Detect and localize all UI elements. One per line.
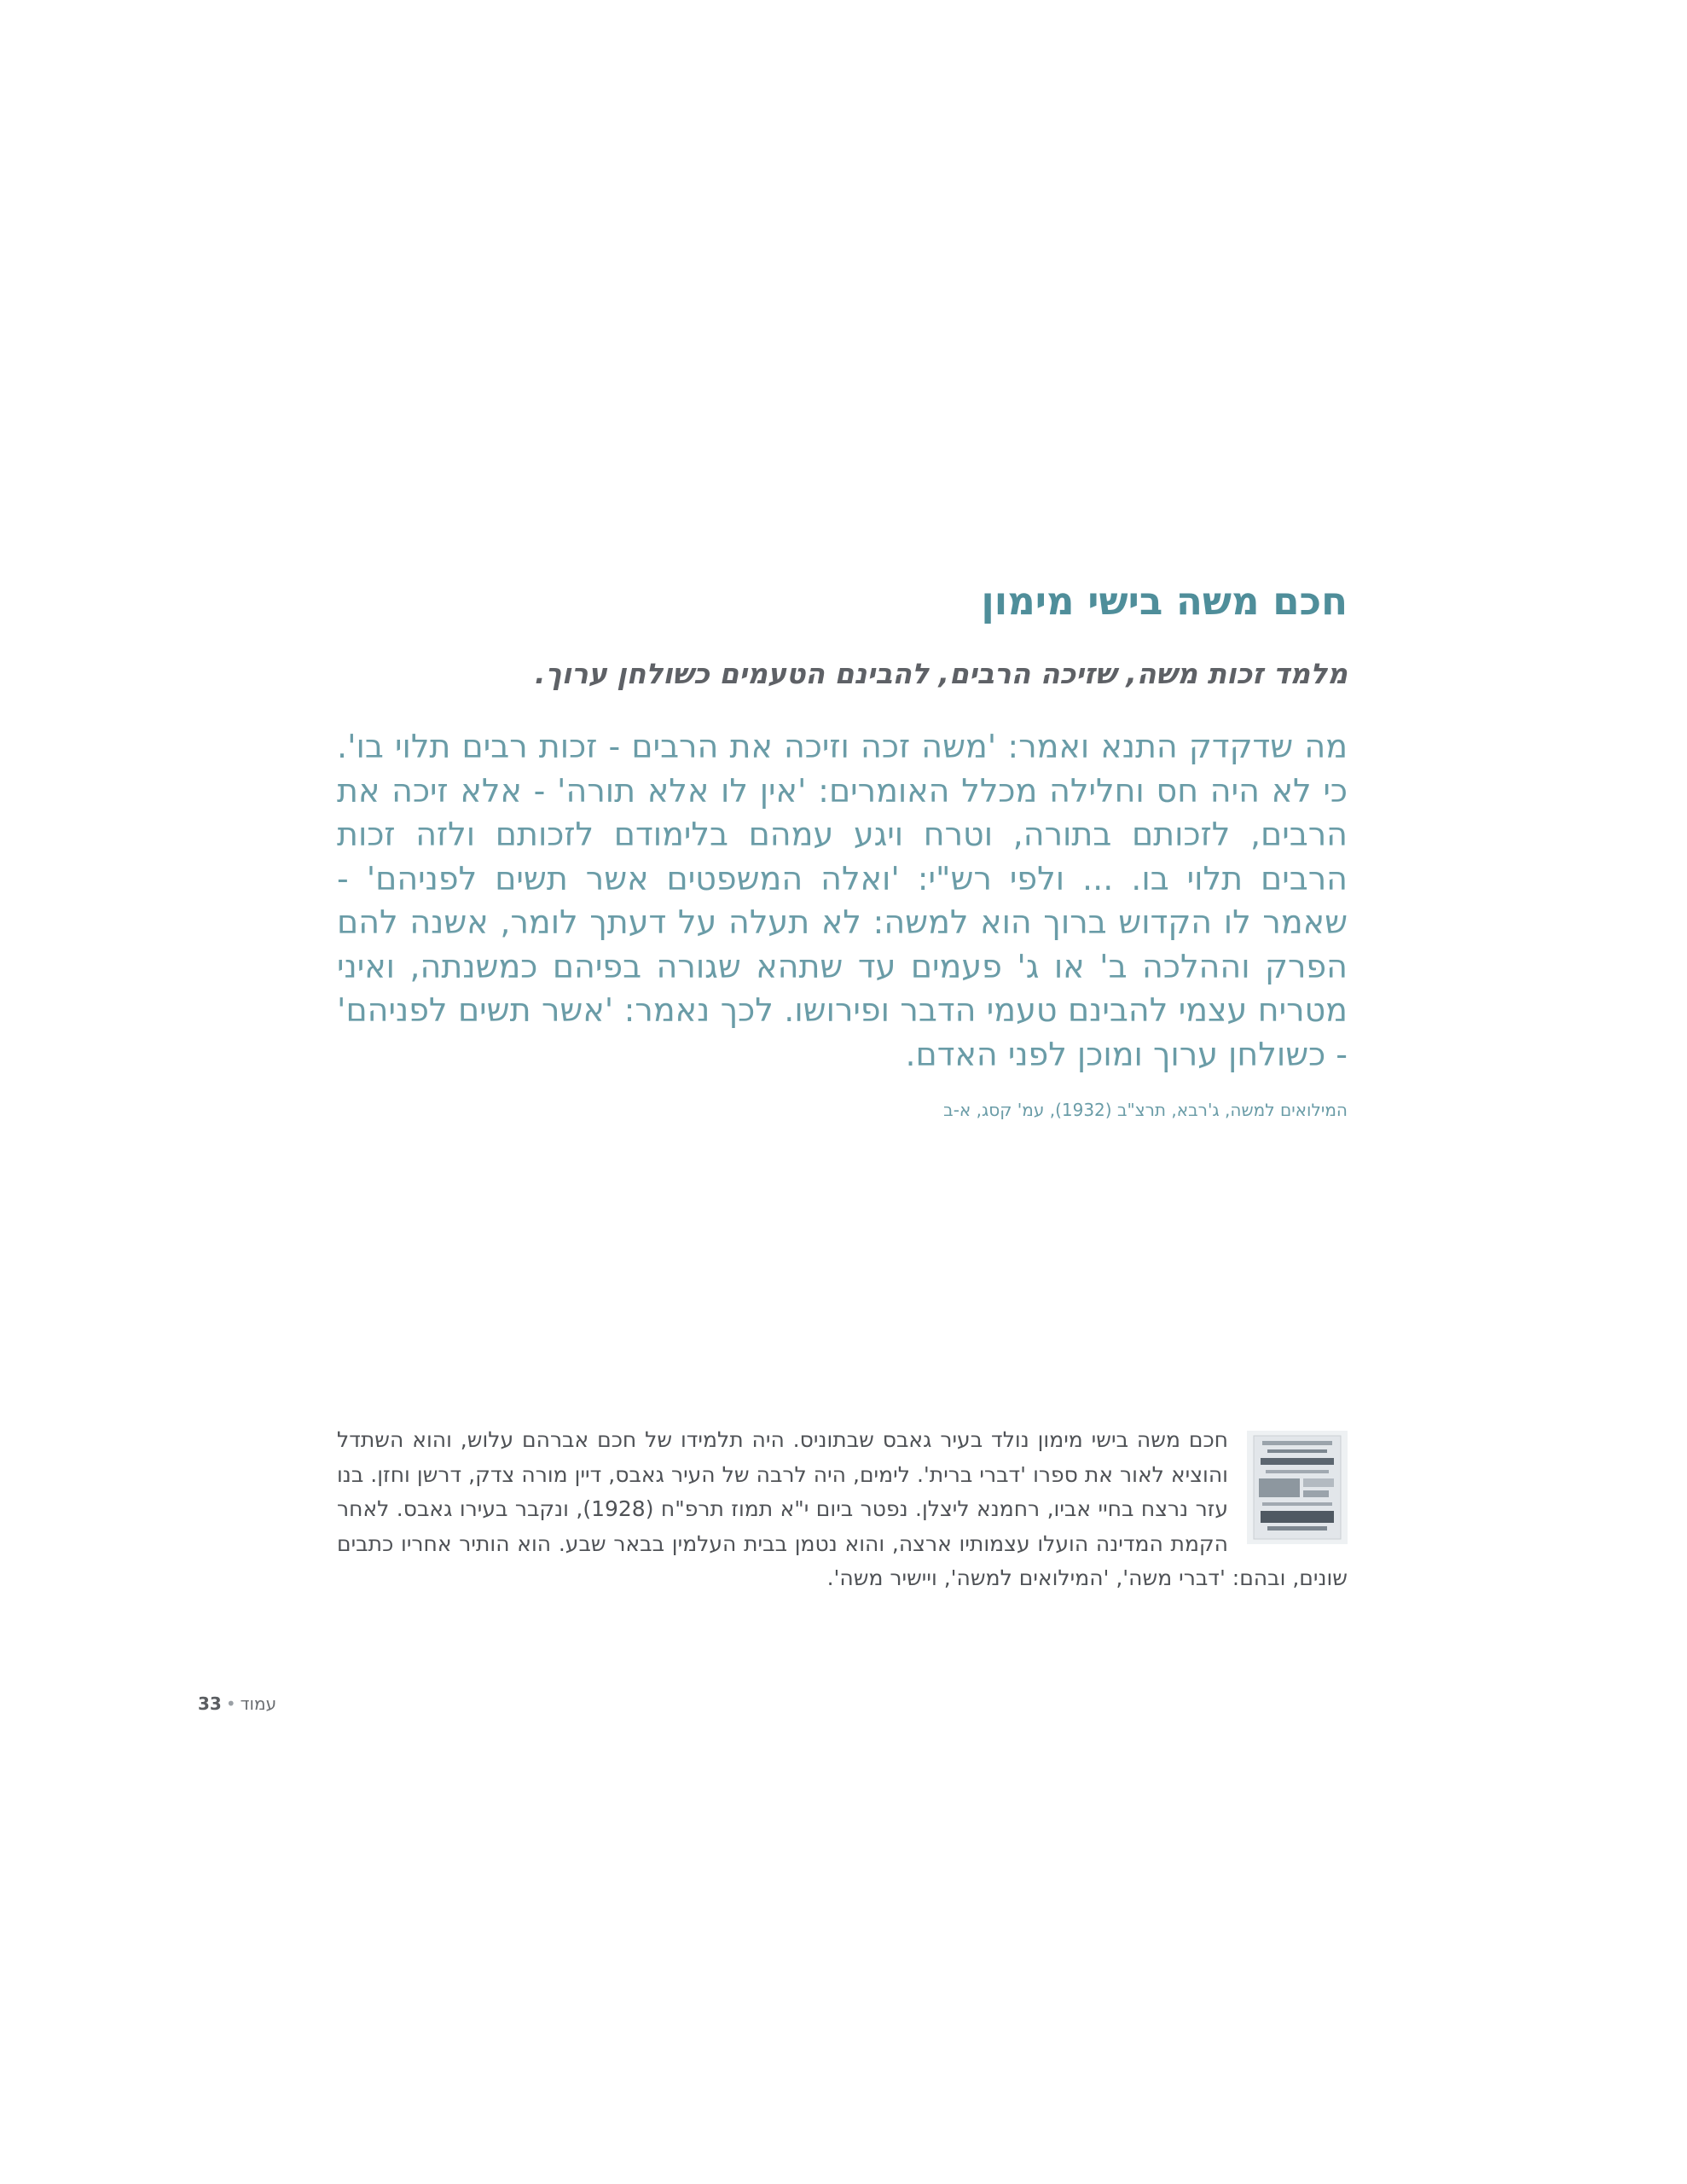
page-subtitle: מלמד זכות משה, שזיכה הרבים, להבינם הטעמים כשולחן ערוך.: [535, 657, 1348, 690]
page-number: 33: [198, 1693, 222, 1714]
page-label: עמוד: [240, 1693, 277, 1714]
quote-text: מה שדקדק התנא ואמר: 'משה זכה וזיכה את הרבים - זכות רבים תלוי בו'. כי לא היה חס וחלילה מכלל האומרים: 'אין לו אלא תורה' - אלא זיכה את הרבים, לזכותם בתורה, וטרח ויגע עמהם בלימודם לזכותם ולזה זכות הרבים תלוי בו. ... ולפי רש"י: 'ואלה המשפטים אשר תשים לפניהם' - שאמר לו הקדוש ברוך הוא למשה: לא תעלה על דעתך לומר, אשנה להם הפרק וההלכה ב' או ג' פעמים עד שתהא שגורה בפיהם כמשנתה, ואיני מטריח עצמי להבינם טעמי הדבר ופירושו. לכך נאמר: 'אשר תשים לפניהם' - כשולחן ערוך ומוכן לפני האדם.: [337, 728, 1348, 1073]
page-title: חכם משה בישי מימון: [981, 578, 1348, 624]
quote-source: המילואים למשה, ג'רבא, תרצ"ב (1932), עמ' קסג, א-ב: [943, 1100, 1348, 1120]
biography-text: חכם משה בישי מימון נולד בעיר גאבס שבתוניס. היה תלמידו של חכם אברהם עלוש, והוא השתדל והוציא לאור את ספרו 'דברי ברית'. לימים, היה לרבה של העיר גאבס, דיין מורה צדק, דרשן וחזן. בנו עזר נרצח בחיי אביו, רחמנא ליצלן. נפטר ביום י"א תמוז תרפ"ח (1928), ונקבר בעירו גאבס. לאחר הקמת המדינה הועלו עצמותיו ארצה, והוא נטמן בבית העלמין בבאר שבע. הוא הותיר אחריו כתבים שונים, ובהם: 'דברי משה', 'המילואים למשה', ויישיר משה'.: [337, 1427, 1348, 1590]
separator-dot-icon: •: [225, 1693, 236, 1714]
page-footer: [198, 1693, 276, 1714]
